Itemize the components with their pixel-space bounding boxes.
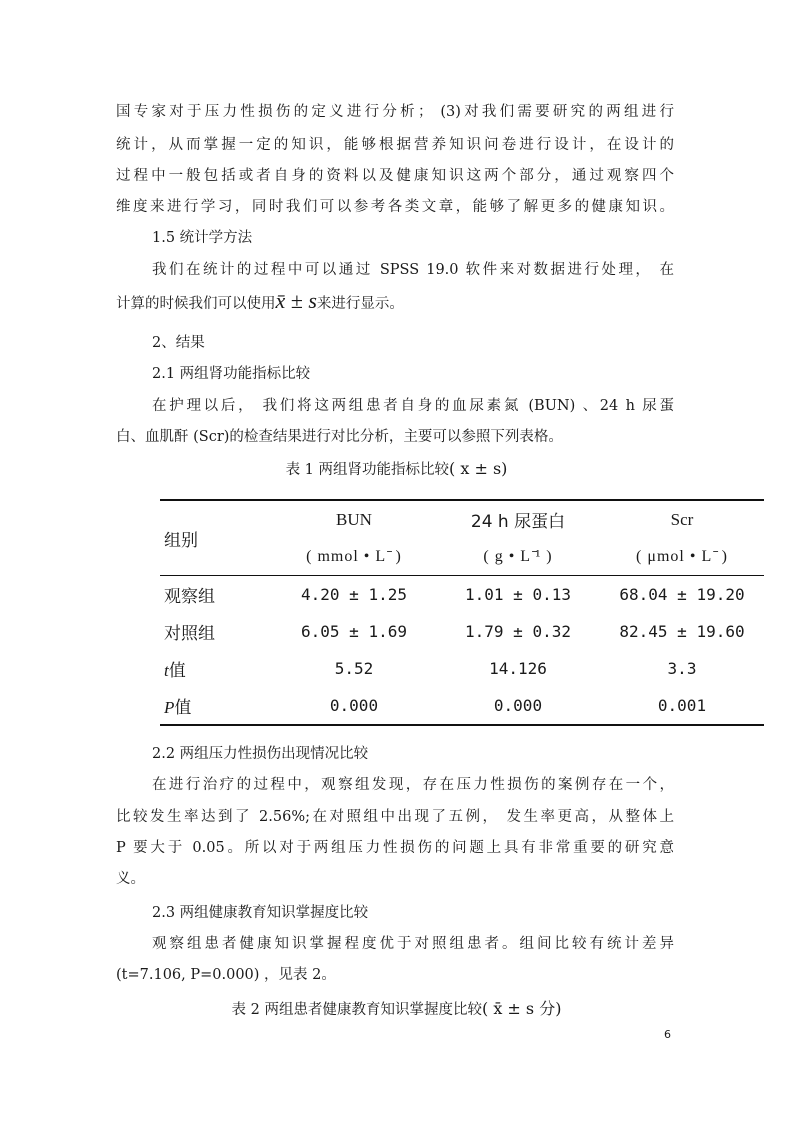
cell-value: 6.05 ± 1.69	[301, 622, 407, 641]
cell-value: 82.45 ± 19.60	[619, 622, 745, 641]
unit-scr: ( μmol • L ̄ )	[636, 547, 728, 565]
cell-value: 3.3	[667, 659, 697, 678]
cell-value: 0.001	[600, 687, 764, 725]
paragraph-line: 统计，从而掌握一定的知识，能够根据营养知识问卷进行设计，在设计的	[116, 137, 674, 153]
table2-caption	[0, 998, 793, 1021]
paragraph-line	[116, 288, 674, 314]
cell-value: 68.04 ± 19.20	[600, 576, 764, 614]
caption-text: 表 2 两组患者健康教育知识掌握度比较	[231, 1002, 482, 1018]
paragraph-line: 白、血肌酐 (Scr)的检查结果进行对比分析，主要可以参照下列表格。	[116, 429, 563, 445]
header-group: 组别	[160, 500, 272, 576]
cell-value: 5.52	[334, 659, 374, 678]
table-caption	[0, 458, 793, 481]
caption-stat: ( x ± s)	[449, 459, 508, 478]
paragraph-line: 在护理以后， 我们将这两组患者自身的血尿素氮 (BUN) 、24 h 尿蛋	[152, 398, 674, 414]
section-heading-2-3: 2.3 两组健康教育知识掌握度比较	[152, 905, 369, 921]
caption-text: 表 1 两组肾功能指标比较	[285, 462, 450, 478]
row-label	[160, 687, 272, 725]
unit-bun: ( mmol • L ̄ )	[306, 547, 402, 565]
caption-stat: ( x̄ ± s 分)	[481, 999, 562, 1018]
cell-value: 0.000	[436, 687, 600, 725]
paragraph-line: 过程中一般包括或者自身的资料以及健康知识这两个部分，通过观察四个	[116, 168, 674, 184]
section-heading-1-5: 1.5 统计学方法	[152, 230, 253, 246]
mean-sd-formula: x̄ ± s	[275, 288, 317, 313]
row-label: 观察组	[160, 576, 272, 614]
row-label-text: 值	[168, 661, 186, 681]
cell-value: 1.79 ± 0.32	[465, 622, 571, 641]
paragraph-line: 我们在统计的过程中可以通过 SPSS 19.0 软件来对数据进行处理， 在	[152, 262, 674, 278]
paragraph-line: 在进行治疗的过程中，观察组发现，存在压力性损伤的案例存在一个，	[152, 777, 674, 793]
paragraph-line: 观察组患者健康知识掌握程度优于对照组患者。组间比较有统计差异	[152, 936, 674, 952]
stat-variable: P	[164, 698, 175, 717]
paragraph-line: P 要大于 0.05。所以对于两组压力性损伤的问题上具有非常重要的研究意	[116, 840, 674, 856]
header-bun: BUN	[272, 500, 436, 538]
section-heading-2-2: 2.2 两组压力性损伤出现情况比较	[152, 746, 369, 762]
table-row	[160, 650, 764, 687]
paragraph-line: 比较发生率达到了 2.56%;在对照组中出现了五例， 发生率更高，从整体上	[116, 809, 674, 825]
paragraph-line: 维度来进行学习，同时我们可以参考各类文章，能够了解更多的健康知识。	[116, 199, 674, 215]
row-label	[160, 650, 272, 687]
cell-value: 0.000	[272, 687, 436, 725]
text-run: 来进行显示。	[316, 296, 404, 312]
table-row	[160, 613, 764, 650]
cell-value: 1.01 ± 0.13	[436, 576, 600, 614]
header-urine-protein: 24 h 尿蛋白	[436, 500, 600, 538]
table-row	[160, 576, 764, 614]
kidney-function-table	[160, 499, 764, 726]
cell-value: 4.20 ± 1.25	[272, 576, 436, 614]
row-label-text: 值	[174, 698, 192, 718]
page-number: 6	[664, 1028, 671, 1041]
paragraph-line: 国专家对于压力性损伤的定义进行分析； (3)对我们需要研究的两组进行	[116, 104, 674, 120]
stat-variable: t	[164, 661, 169, 680]
paragraph-line: (t=7.106, P=0.000) ，见表 2。	[116, 967, 336, 983]
section-heading-2: 2、结果	[152, 335, 205, 351]
cell-value: 14.126	[489, 659, 547, 678]
text-run: 计算的时候我们可以使用	[116, 296, 276, 312]
row-label: 对照组	[164, 624, 215, 644]
paragraph-line: 义。	[116, 871, 145, 887]
unit-urine-protein: ( g • L ̄¹ )	[483, 547, 553, 565]
table-header-row	[160, 500, 764, 538]
header-scr: Scr	[600, 500, 764, 538]
table-row	[160, 687, 764, 725]
section-heading-2-1: 2.1 两组肾功能指标比较	[152, 366, 311, 382]
